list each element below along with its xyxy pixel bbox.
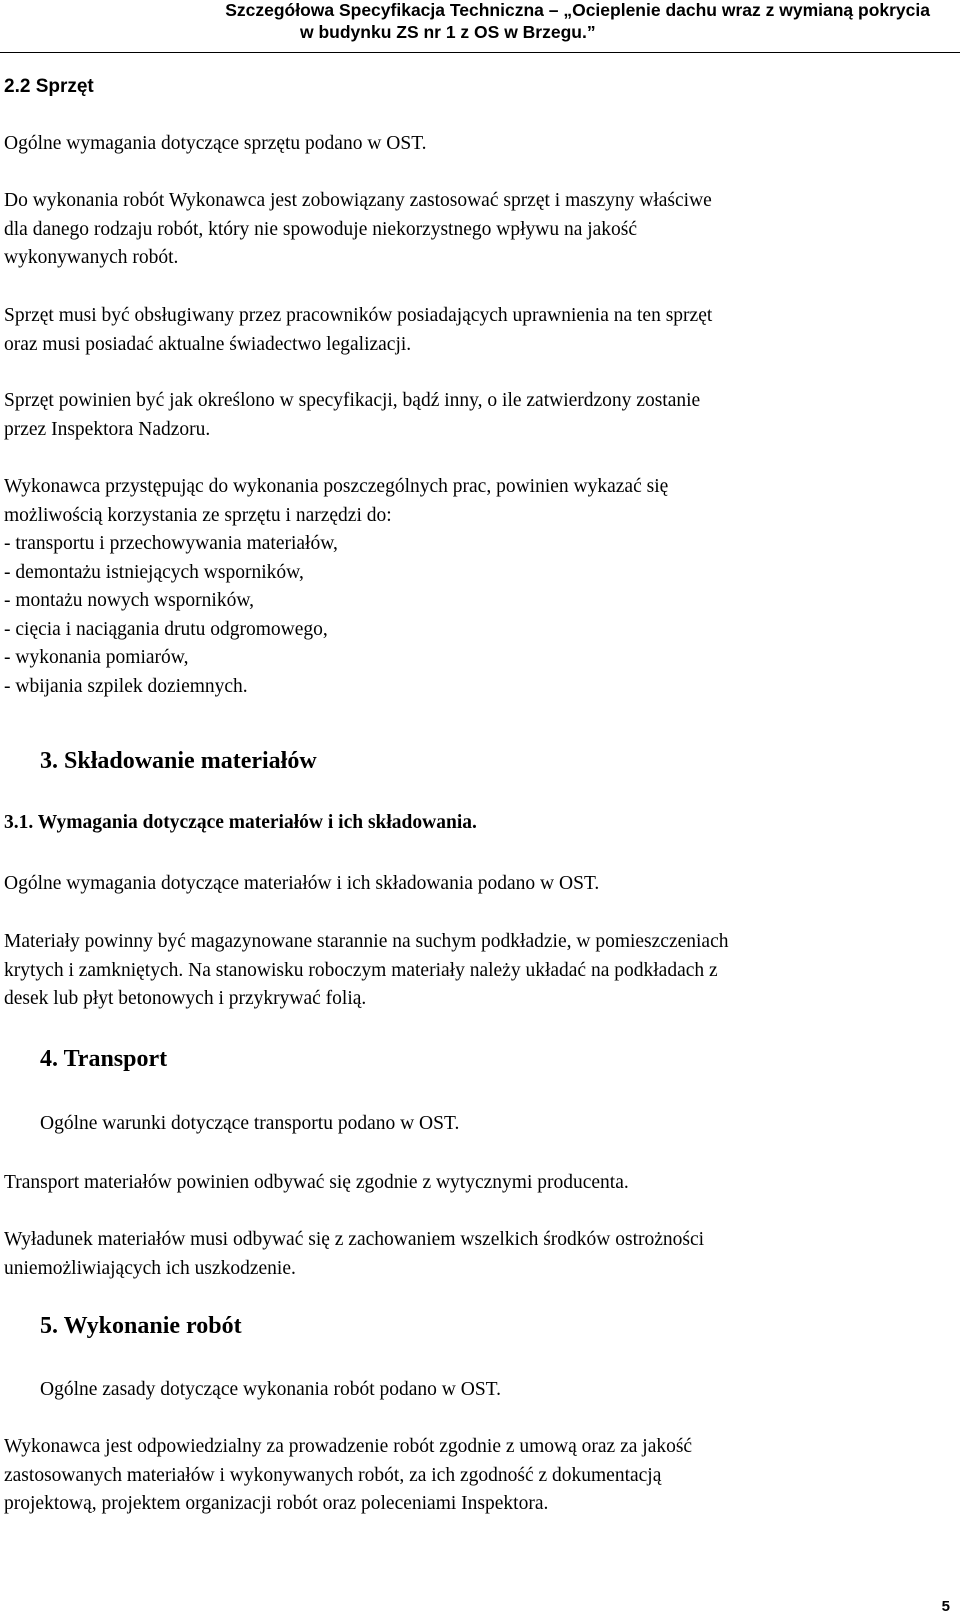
text-line: Transport materiałów powinien odbywać się zgodnie z wytycznymi producenta. — [4, 1172, 629, 1193]
list-item: - wbijania szpilek doziemnych. — [4, 675, 248, 697]
text-line: Wykonawca przystępując do wykonania poszczególnych prac, powinien wykazać się — [4, 476, 669, 497]
header-title-line-2: w budynku ZS nr 1 z OS w Brzegu.” — [300, 22, 596, 42]
text-line: wykonywanych robót. — [4, 247, 179, 268]
text-line: przez Inspektora Nadzoru. — [4, 418, 211, 440]
list-item: - demontażu istniejących wsporników, — [4, 561, 304, 583]
text-line: Ogólne wymagania dotyczące materiałów i ich składowania podano w OST. — [4, 873, 600, 894]
paragraph — [4, 130, 940, 159]
paragraph — [4, 1169, 940, 1198]
page-number: 5 — [941, 1598, 950, 1615]
paragraph — [4, 187, 940, 273]
section-5-title: 5. Wykonanie robót — [40, 1313, 242, 1339]
text-line: zastosowanych materiałów i wykonywanych robót, za ich zgodność z dokumentacją — [4, 1464, 662, 1486]
paragraph — [4, 928, 940, 1014]
section-3-1-title: 3.1. Wymagania dotyczące materiałów i ich składowania. — [4, 812, 477, 833]
text-line: Wykonawca jest odpowiedzialny za prowadzenie robót zgodnie z umową oraz za jakość — [4, 1436, 693, 1457]
section-2-2-title: 2.2 Sprzęt — [4, 76, 94, 97]
paragraph — [4, 302, 940, 359]
section-3-title: 3. Składowanie materiałów — [40, 748, 317, 774]
text-line: desek lub płyt betonowych i przykrywać folią. — [4, 988, 367, 1009]
text-line: Ogólne wymagania dotyczące sprzętu podano w OST. — [4, 133, 427, 154]
text-line: oraz musi posiadać aktualne świadectwo legalizacji. — [4, 333, 412, 355]
text-line: Sprzęt powinien być jak określono w specyfikacji, bądź inny, o ile zatwierdzony zostanie — [4, 390, 701, 411]
page-header — [0, 0, 960, 53]
text-line: Ogólne warunki dotyczące transportu podano w OST. — [40, 1113, 460, 1134]
paragraph — [40, 1110, 940, 1139]
text-line: krytych i zamkniętych. Na stanowisku roboczym materiały należy układać na podkładach z — [4, 959, 718, 981]
text-line: Do wykonania robót Wykonawca jest zobowiązany zastosować sprzęt i maszyny właściwe — [4, 190, 712, 211]
paragraph — [40, 1376, 940, 1405]
text-line: dla danego rodzaju robót, który nie spowoduje niekorzystnego wpływu na jakość — [4, 218, 638, 240]
text-line: możliwością korzystania ze sprzętu i narzędzi do: — [4, 504, 392, 526]
text-line: Ogólne zasady dotyczące wykonania robót podano w OST. — [40, 1379, 502, 1400]
list-item: - cięcia i naciągania drutu odgromowego, — [4, 618, 328, 640]
list-item: - montażu nowych wsporników, — [4, 590, 255, 611]
section-4-title: 4. Transport — [40, 1046, 168, 1072]
text-line: Sprzęt musi być obsługiwany przez pracowników posiadających uprawnienia na ten sprzęt — [4, 305, 713, 326]
list-item: - wykonania pomiarów, — [4, 647, 189, 668]
text-line: uniemożliwiających ich uszkodzenie. — [4, 1257, 296, 1279]
text-line: Wyładunek materiałów musi odbywać się z zachowaniem wszelkich środków ostrożności — [4, 1229, 705, 1250]
paragraph — [4, 387, 940, 444]
header-title-line-1: Szczegółowa Specyfikacja Techniczna – „Ocieplenie dachu wraz z wymianą pokrycia — [225, 0, 930, 20]
paragraph — [4, 870, 940, 899]
text-line: Materiały powinny być magazynowane starannie na suchym podkładzie, w pomieszczeniach — [4, 931, 729, 952]
equipment-list-paragraph — [4, 473, 940, 701]
paragraph — [4, 1226, 940, 1283]
paragraph — [4, 1433, 940, 1519]
list-item: - transportu i przechowywania materiałów, — [4, 533, 338, 554]
text-line: projektową, projektem organizacji robót oraz poleceniami Inspektora. — [4, 1493, 549, 1514]
